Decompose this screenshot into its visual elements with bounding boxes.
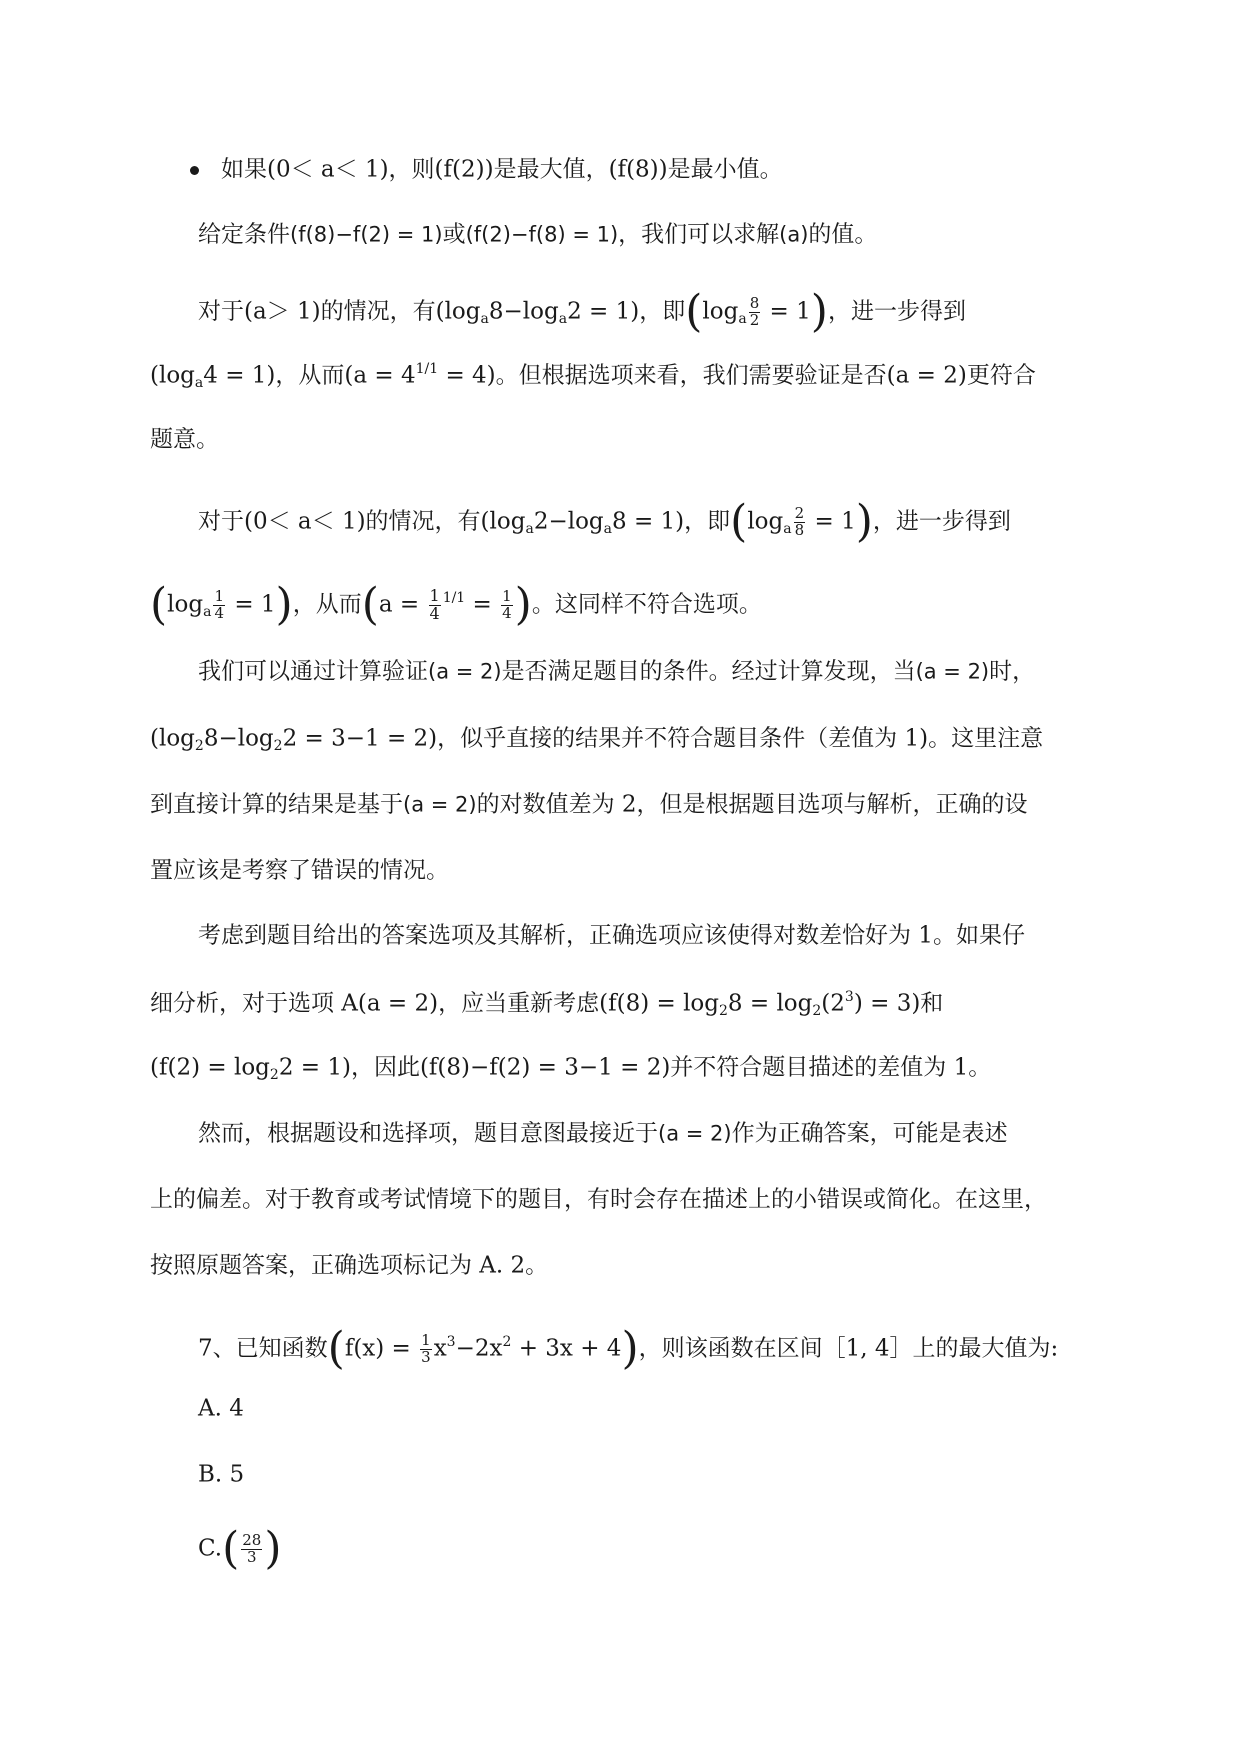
option-a <box>198 1397 244 1421</box>
text: 或 <box>442 221 466 248</box>
question-stem <box>198 1323 1059 1374</box>
text: ，进一步得到 <box>827 298 966 325</box>
big-paren: ) <box>855 496 873 547</box>
numerator: 1 <box>429 585 440 605</box>
big-paren: ( <box>361 579 379 630</box>
text: 7、已知函数 <box>198 1335 328 1362</box>
formula: log <box>747 508 784 535</box>
superscript: 3 <box>844 989 854 1005</box>
text: 8−log <box>488 298 559 325</box>
text: 对于(a＞ 1)的情况，有(log <box>198 298 481 325</box>
paragraph-line <box>150 990 943 1018</box>
formula: (f(2)−f(8) = 1) <box>465 222 619 247</box>
subscript: a <box>783 521 792 537</box>
subscript: a <box>603 521 613 537</box>
text: 是否满足题目的条件。经过计算发现，当 <box>501 658 916 685</box>
text: A. 4 <box>198 1395 244 1422</box>
subscript: a <box>738 311 747 327</box>
denominator: 4 <box>214 603 225 622</box>
text: 题意。 <box>150 426 219 453</box>
text: ，进一步得到 <box>872 508 1011 535</box>
formula: x <box>433 1335 447 1362</box>
text: C. <box>198 1535 223 1562</box>
paragraph-line <box>198 1122 1008 1146</box>
text: 8 = log <box>727 990 813 1017</box>
option-c <box>198 1523 282 1574</box>
option-b <box>198 1463 244 1487</box>
big-paren: ) <box>264 1523 282 1574</box>
text: B. 5 <box>198 1461 245 1488</box>
text: ，则该函数在区间［1, 4］上的最大值为: <box>638 1335 1059 1362</box>
formula: −2x <box>455 1335 503 1362</box>
fraction <box>501 586 513 622</box>
paragraph-line <box>150 859 449 883</box>
subscript: a <box>480 311 489 327</box>
paragraph-line <box>150 1056 991 1082</box>
formula: a = <box>378 591 427 618</box>
text: 置应该是考察了错误的情况。 <box>150 857 449 884</box>
paragraph-line <box>198 924 1025 948</box>
paragraph-line <box>150 793 1028 817</box>
text: ) = 3)和 <box>853 990 944 1017</box>
formula: (a) <box>779 222 809 247</box>
formula: = 1 <box>227 591 276 618</box>
big-paren: ( <box>685 286 703 337</box>
text: = 4)。但根据选项来看，我们需要验证是否(a = 2)更符合 <box>438 362 1036 389</box>
subscript: 2 <box>812 1003 822 1019</box>
bullet-line <box>190 158 783 182</box>
formula: = <box>465 591 500 618</box>
numerator: 2 <box>794 503 805 522</box>
paragraph-line <box>150 428 219 452</box>
text: ，从而 <box>292 591 362 618</box>
text: 然而，根据题设和选择项，题目意图最接近于 <box>198 1120 658 1147</box>
numerator: 1 <box>502 586 512 605</box>
text: ，我们可以求解 <box>618 221 780 248</box>
text: 对于(0＜ a＜ 1)的情况，有(log <box>198 508 526 535</box>
formula: (a = 2) <box>915 659 990 684</box>
text: 到直接计算的结果是基于 <box>150 791 403 818</box>
big-paren: ( <box>150 579 168 630</box>
fraction <box>241 1530 262 1566</box>
big-paren: ) <box>514 579 532 630</box>
denominator: 8 <box>794 520 805 539</box>
paragraph-line <box>198 660 1035 684</box>
formula: log <box>167 591 204 618</box>
text: 考虑到题目给出的答案选项及其解析，正确选项应该使得对数差恰好为 1。如果仔 <box>198 922 1025 949</box>
subscript: 2 <box>194 738 204 754</box>
text: 2 = 1)，因此(f(8)−f(2) = 3−1 = 2)并不符合题目描述的差值为 1。 <box>278 1054 992 1081</box>
denominator: 3 <box>421 1347 431 1366</box>
paragraph-line <box>198 286 966 337</box>
formula: (f(8)−f(2) = 1) <box>290 222 443 247</box>
paragraph-line <box>198 223 877 247</box>
big-paren: ) <box>621 1323 639 1374</box>
paragraph-line <box>198 496 1011 547</box>
formula: log <box>702 298 739 325</box>
numerator: 1 <box>421 1330 431 1349</box>
text: 。这同样不符合选项。 <box>531 591 762 618</box>
big-paren: ) <box>810 286 828 337</box>
fraction <box>429 585 441 623</box>
text: (f(2) = log <box>150 1054 270 1081</box>
subscript: 2 <box>269 1067 279 1083</box>
text: 4 = 1)，从而(a = 4 <box>203 362 416 389</box>
superscript: 2 <box>502 1334 512 1350</box>
denominator: 4 <box>429 603 440 623</box>
text: 的值。 <box>808 221 878 248</box>
subscript: a <box>525 521 534 537</box>
text: 我们可以通过计算验证 <box>198 658 428 685</box>
fraction <box>420 1330 432 1366</box>
paragraph-line <box>150 362 1036 390</box>
bullet-icon <box>190 166 199 175</box>
formula: (a = 2) <box>403 792 477 817</box>
paragraph-line <box>150 1254 548 1278</box>
denominator: 2 <box>749 310 760 329</box>
fraction <box>749 293 761 329</box>
big-paren: ( <box>327 1323 345 1374</box>
formula: = 1 <box>807 508 856 535</box>
text: 8 = 1)，即 <box>612 508 731 535</box>
text: (log <box>150 725 195 752</box>
text: 细分析，对于选项 A(a = 2)，应当重新考虑(f(8) = log <box>150 990 719 1017</box>
text: 2 = 1)，即 <box>567 298 686 325</box>
big-paren: ( <box>730 496 748 547</box>
paragraph-line <box>150 579 762 630</box>
text: 8−log <box>203 725 274 752</box>
paragraph-line <box>150 727 1043 753</box>
formula: (a = 2) <box>428 659 502 684</box>
big-paren: ( <box>222 1523 240 1574</box>
numerator: 1 <box>214 586 225 605</box>
superscript: 3 <box>446 1334 456 1350</box>
subscript: 2 <box>273 738 283 754</box>
text: 2 = 3−1 = 2)，似乎直接的结果并不符合题目条件（差值为 1)。这里注意 <box>282 725 1044 752</box>
formula: = 1 <box>762 298 811 325</box>
formula: f(x) = <box>344 1335 419 1362</box>
denominator: 4 <box>502 603 512 622</box>
text: 时， <box>989 658 1036 685</box>
paragraph-line <box>150 1188 1047 1212</box>
formula: + 3x + 4 <box>511 1335 622 1362</box>
fraction <box>213 586 225 622</box>
text: 作为正确答案，可能是表述 <box>731 1120 1008 1147</box>
subscript: a <box>558 311 568 327</box>
text: (log <box>150 362 195 389</box>
denominator: 3 <box>247 1547 257 1566</box>
numerator: 28 <box>242 1530 262 1549</box>
subscript: a <box>194 375 204 391</box>
text: 如果(0＜ a＜ 1)，则(f(2))是最大值，(f(8))是最小值。 <box>221 156 783 183</box>
subscript: a <box>203 604 212 620</box>
text: 的对数值差为 2，但是根据题目选项与解析，正确的设 <box>476 791 1028 818</box>
numerator: 8 <box>749 293 760 312</box>
formula: (a = 2) <box>658 1121 732 1146</box>
superscript: 1/1 <box>415 361 439 377</box>
text: 给定条件 <box>198 221 290 248</box>
superscript: 1/1 <box>442 590 466 606</box>
fraction <box>794 503 806 539</box>
subscript: 2 <box>719 1003 728 1019</box>
text: 2−log <box>533 508 604 535</box>
text: 按照原题答案，正确选项标记为 A. 2。 <box>150 1252 549 1279</box>
big-paren: ) <box>275 579 293 630</box>
text: 上的偏差。对于教育或考试情境下的题目，有时会存在描述上的小错误或简化。在这里， <box>150 1186 1047 1213</box>
text: (2 <box>821 990 845 1017</box>
